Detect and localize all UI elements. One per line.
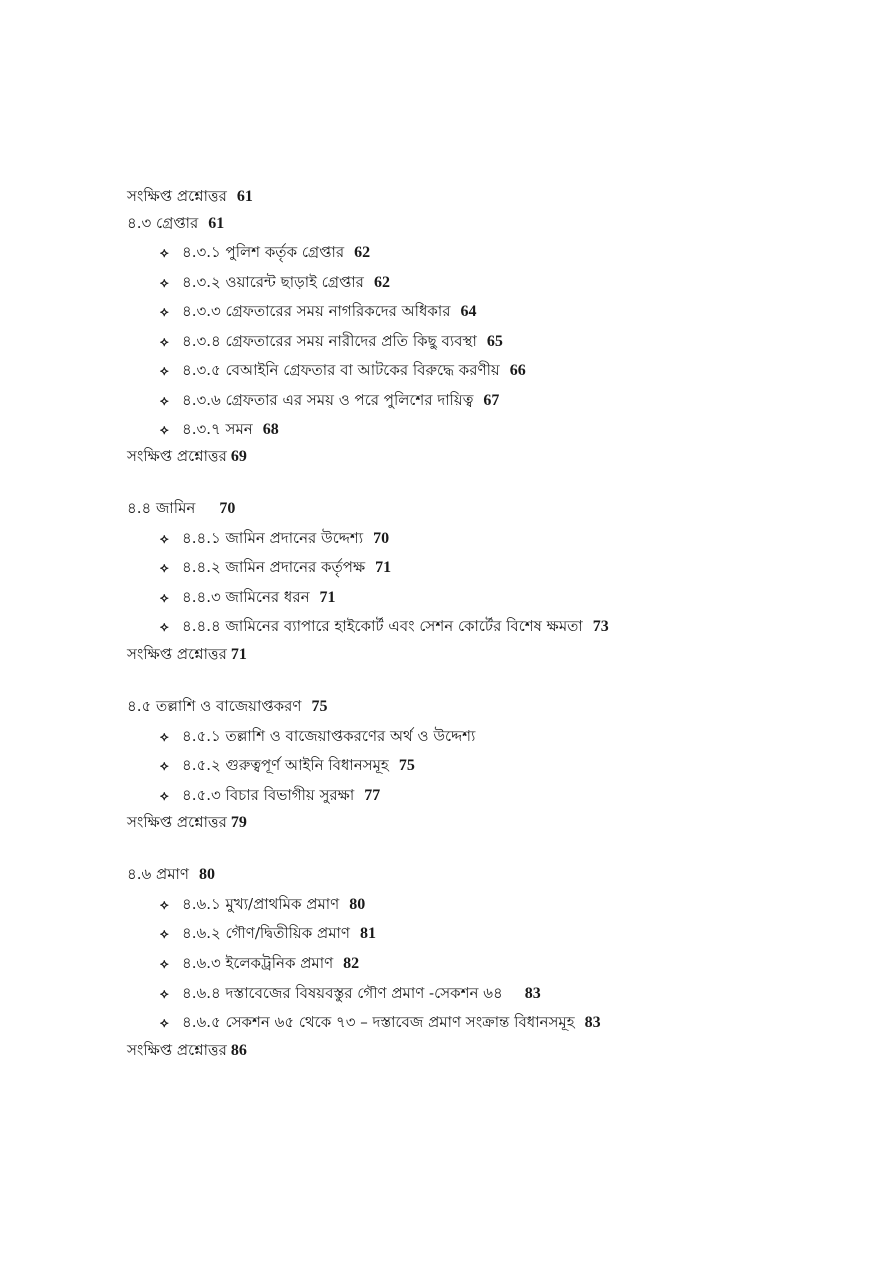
toc-subentry [160, 390, 499, 410]
toc-entry-short-qa [127, 644, 247, 664]
toc-entry-page: 64 [460, 303, 477, 320]
toc-entry-title: ৪.৪ জামিন [127, 499, 196, 517]
toc-entry-section [127, 213, 224, 233]
toc-entry-page: 83 [524, 985, 541, 1002]
diamond-arrow-icon: ⟡ [160, 364, 169, 379]
toc-entry-title: ৪.৬.৪ দস্তাবেজের বিষয়বস্তুর গৌণ প্রমাণ -সেকশন ৬৪ [182, 984, 503, 1002]
toc-entry-title: ৪.৪.২ জামিন প্রদানের কর্তৃপক্ষ [182, 558, 366, 576]
toc-entry-title: সংক্ষিপ্ত প্রশ্নোত্তর [127, 447, 227, 465]
toc-entry-section [127, 696, 328, 716]
toc-entry-page: 77 [364, 787, 381, 804]
diamond-arrow-icon: ⟡ [160, 957, 169, 972]
toc-entry-page: 71 [319, 589, 336, 606]
toc-entry-title: ৪.৫ তল্লাশি ও বাজেয়াপ্তকরণ [127, 697, 302, 715]
toc-entry-page: 75 [311, 698, 328, 715]
diamond-arrow-icon: ⟡ [160, 532, 169, 547]
toc-entry-title: ৪.৩.২ ওয়ারেন্ট ছাড়াই গ্রেপ্তার [182, 273, 364, 291]
toc-entry-page: 71 [230, 646, 247, 663]
toc-entry-page: 67 [483, 392, 500, 409]
toc-entry-page: 69 [230, 448, 247, 465]
toc-entry-title: ৪.৫.১ তল্লাশি ও বাজেয়াপ্তকরণের অর্থ ও উদ্দেশ্য [182, 727, 476, 745]
toc-entry-title: সংক্ষিপ্ত প্রশ্নোত্তর [127, 1041, 227, 1059]
toc-entry-page: 80 [198, 866, 215, 883]
toc-subentry [160, 242, 370, 262]
diamond-arrow-icon: ⟡ [160, 620, 169, 635]
toc-entry-title: ৪.৪.১ জামিন প্রদানের উদ্দেশ্য [182, 529, 364, 547]
toc-subentry [160, 785, 380, 805]
toc-entry-short-qa [127, 1040, 247, 1060]
diamond-arrow-icon: ⟡ [160, 898, 169, 913]
toc-subentry [160, 557, 391, 577]
toc-entry-title: ৪.৫.২ গুরুত্বপূর্ণ আইনি বিধানসমূহ [182, 756, 389, 774]
toc-entry-title: ৪.৩.৫ বেআইনি গ্রেফতার বা আটকের বিরুদ্ধে করণীয় [182, 361, 500, 379]
toc-entry-page: 83 [584, 1014, 601, 1031]
diamond-arrow-icon: ⟡ [160, 246, 169, 261]
toc-entry-title: ৪.৫.৩ বিচার বিভাগীয় সুরক্ষা [182, 786, 355, 804]
diamond-arrow-icon: ⟡ [160, 730, 169, 745]
toc-entry-page: 61 [208, 215, 225, 232]
toc-subentry [160, 953, 359, 973]
toc-entry-title: ৪.৬.২ গৌণ/দ্বিতীয়িক প্রমাণ [182, 924, 350, 942]
toc-entry-page: 71 [375, 559, 392, 576]
toc-entry-page: 82 [343, 955, 360, 972]
toc-subentry [160, 528, 389, 548]
toc-entry-page: 70 [219, 500, 236, 517]
toc-entry-page: 68 [262, 421, 279, 438]
toc-subentry [160, 894, 365, 914]
toc-subentry [160, 1012, 601, 1032]
toc-entry-title: ৪.৩.৭ সমন [182, 420, 253, 438]
toc-entry-short-qa [127, 812, 247, 832]
toc-entry-title: ৪.৩.৪ গ্রেফতারের সময় নারীদের প্রতি কিছু ব্যবস্থা [182, 332, 477, 350]
toc-subentry [160, 616, 609, 636]
toc-entry-page: 66 [509, 362, 526, 379]
toc-subentry [160, 755, 415, 775]
toc-subentry [160, 272, 390, 292]
toc-entry-title: সংক্ষিপ্ত প্রশ্নোত্তর [127, 187, 227, 205]
diamond-arrow-icon: ⟡ [160, 335, 169, 350]
toc-entry-title: ৪.৩.৬ গ্রেফতার এর সময় ও পরে পুলিশের দায়িত্ব [182, 391, 474, 409]
diamond-arrow-icon: ⟡ [160, 276, 169, 291]
toc-entry-short-qa [127, 446, 247, 466]
toc-entry-title: সংক্ষিপ্ত প্রশ্নোত্তর [127, 645, 227, 663]
diamond-arrow-icon: ⟡ [160, 987, 169, 1002]
toc-subentry [160, 923, 376, 943]
toc-subentry [160, 726, 475, 746]
toc-entry-page: 79 [230, 814, 247, 831]
toc-entry-page: 80 [349, 896, 366, 913]
toc-entry-page: 73 [592, 618, 609, 635]
diamond-arrow-icon: ⟡ [160, 305, 169, 320]
toc-entry-page: 65 [486, 333, 503, 350]
toc-entry-section [127, 864, 215, 884]
diamond-arrow-icon: ⟡ [160, 561, 169, 576]
diamond-arrow-icon: ⟡ [160, 927, 169, 942]
toc-entry-title: ৪.৬.৩ ইলেকট্রনিক প্রমাণ [182, 954, 334, 972]
toc-entry-page: 70 [373, 530, 390, 547]
toc-subentry [160, 301, 476, 321]
toc-entry-title: সংক্ষিপ্ত প্রশ্নোত্তর [127, 813, 227, 831]
toc-entry-title: ৪.৩ গ্রেপ্তার [127, 214, 199, 232]
toc-subentry [160, 419, 279, 439]
diamond-arrow-icon: ⟡ [160, 759, 169, 774]
toc-entry-title: ৪.৬ প্রমাণ [127, 865, 189, 883]
toc-subentry [160, 983, 541, 1003]
diamond-arrow-icon: ⟡ [160, 1016, 169, 1031]
toc-entry-page: 61 [236, 188, 253, 205]
toc-entry-page: 86 [230, 1042, 247, 1059]
toc-subentry [160, 587, 336, 607]
toc-entry-title: ৪.৬.১ মুখ্য/প্রাথমিক প্রমাণ [182, 895, 340, 913]
toc-entry-page: 62 [354, 244, 371, 261]
diamond-arrow-icon: ⟡ [160, 423, 169, 438]
toc-entry-short-qa [127, 186, 253, 206]
toc-entry-page: 75 [398, 757, 415, 774]
toc-entry-title: ৪.৩.১ পুলিশ কর্তৃক গ্রেপ্তার [182, 243, 345, 261]
toc-subentry [160, 331, 503, 351]
diamond-arrow-icon: ⟡ [160, 789, 169, 804]
toc-subentry [160, 360, 526, 380]
toc-entry-section [127, 498, 235, 518]
diamond-arrow-icon: ⟡ [160, 394, 169, 409]
toc-entry-title: ৪.৬.৫ সেকশন ৬৫ থেকে ৭৩ – দস্তাবেজ প্রমাণ সংক্রান্ত বিধানসমূহ [182, 1013, 575, 1031]
toc-entry-title: ৪.৩.৩ গ্রেফতারের সময় নাগরিকদের অধিকার [182, 302, 451, 320]
diamond-arrow-icon: ⟡ [160, 591, 169, 606]
toc-entry-page: 81 [359, 925, 376, 942]
toc-entry-title: ৪.৪.৩ জামিনের ধরন [182, 588, 310, 606]
toc-entry-page: 62 [373, 274, 390, 291]
toc-entry-title: ৪.৪.৪ জামিনের ব্যাপারে হাইকোর্ট এবং সেশন কোর্টের বিশেষ ক্ষমতা [182, 617, 583, 635]
